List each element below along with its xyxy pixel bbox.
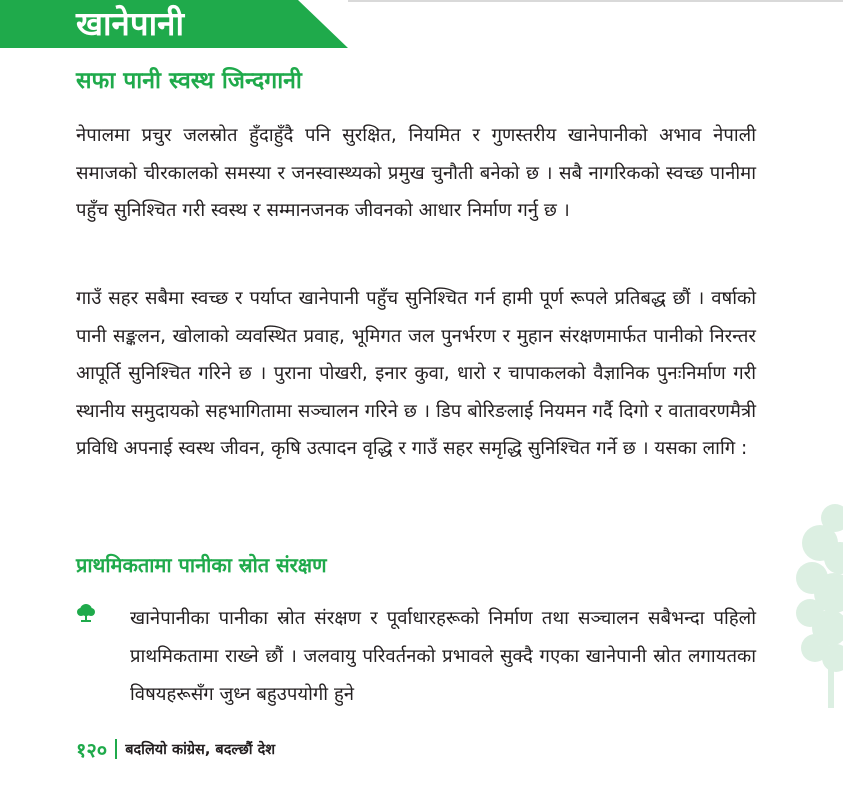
top-rule: [348, 0, 843, 2]
page-title: खानेपानी: [76, 4, 185, 43]
paragraph-1: नेपालमा प्रचुर जलस्रोत हुँदाहुँदै पनि सुरक्षित, नियमित र गुणस्तरीय खानेपानीको अभाव नेपाली समाजको चीरकालको समस्या र जनस्वास्थ्यको प्रमुख चुनौती बनेको छ । सबै नागरिकको स्वच्छ पानीमा पहुँच सुनिश्चित गरी स्वस्थ र सम्मानजनक जीवनको आधार निर्माण गर्नु छ ।: [76, 125, 756, 222]
page-number: १२०: [76, 737, 108, 762]
footer: [76, 736, 275, 762]
tree-icon: [790, 498, 843, 708]
footer-divider: [115, 739, 117, 759]
tree-icon: [76, 603, 96, 623]
bullet-item-1: खानेपानीका पानीका स्रोत संरक्षण र पूर्वाधारहरूको निर्माण तथा सञ्चालन सबैभन्दा पहिलो प्राथमिकतामा राख्ने छौं । जलवायु परिवर्तनको प्रभावले सुक्दै गएका खानेपानी स्रोत लगायतका विषयहरूसँग जुध्न बहुउपयोगी हुने: [130, 608, 756, 705]
subsection-heading: प्राथमिकतामा पानीका स्रोत संरक्षण: [76, 553, 327, 577]
section-heading: सफा पानी स्वस्थ जिन्दगानी: [76, 68, 302, 94]
footer-tagline: बदलियो कांग्रेस, बदल्छौं देश: [125, 742, 276, 758]
paragraph-2: गाउँ सहर सबैमा स्वच्छ र पर्याप्त खानेपानी पहुँच सुनिश्चित गर्न हामी पूर्ण रूपले प्रतिबद्ध छौं । वर्षाको पानी सङ्कलन, खोलाको व्यवस्थित प्रवाह, भूमिगत जल पुनर्भरण र मुहान संरक्षणमार्फत पानीको निरन्तर आपूर्ति सुनिश्चित गरिने छ । पुराना पोखरी, इनार कुवा, धारो र चापाकलको वैज्ञानिक पुनःनिर्माण गरी स्थानीय समुदायको सहभागितामा सञ्चालन गरिने छ । डिप बोरिङलाई नियमन गर्दै दिगो र वातावरणमैत्री प्रविधि अपनाई स्वस्थ जीवन, कृषि उत्पादन वृद्धि र गाउँ सहर समृद्धि सुनिश्चित गर्ने छ । यसका लागि :: [76, 288, 756, 460]
